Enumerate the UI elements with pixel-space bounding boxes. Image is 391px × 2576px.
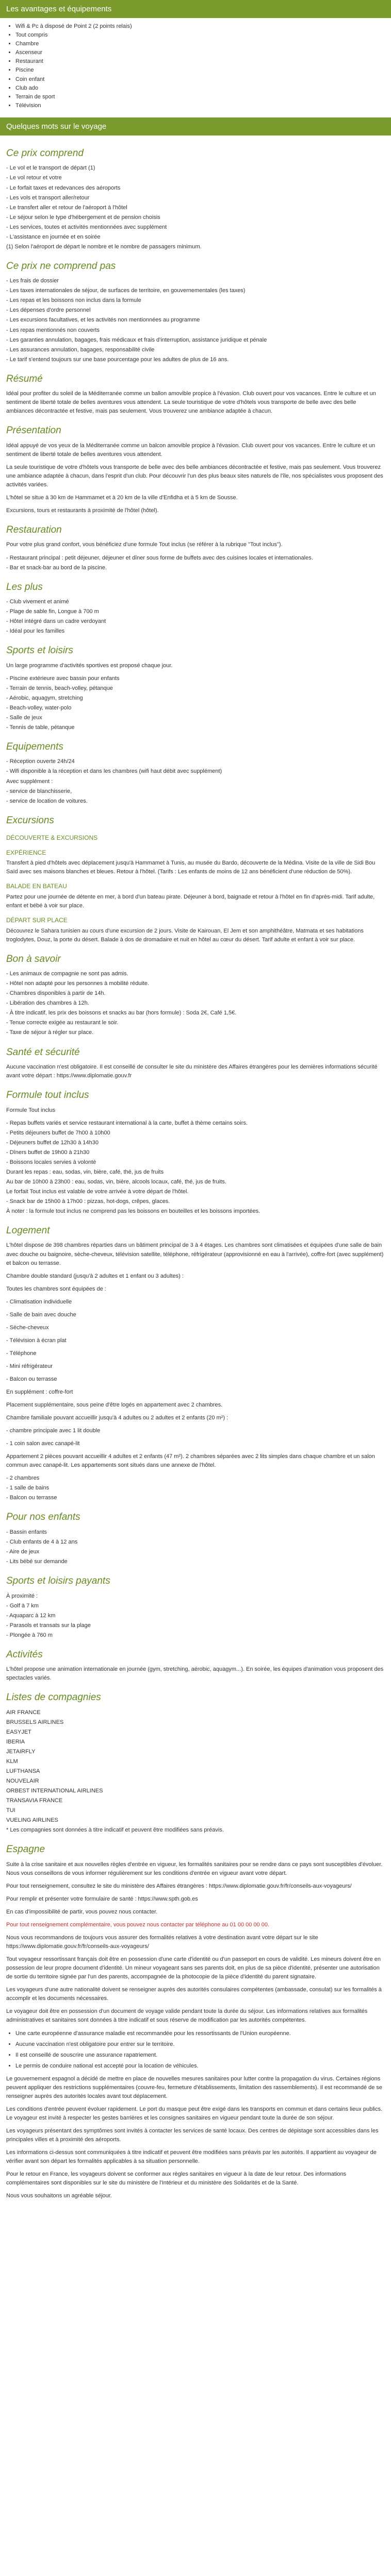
health-title: Santé et sécurité <box>6 1046 80 1058</box>
spain-bullets <box>6 2029 385 2071</box>
good-to-know-line: - Taxe de séjour à régler sur place. <box>6 1029 94 1036</box>
highlights-line: - Plage de sable fin, Longue à 700 m <box>6 608 99 615</box>
restaurant-line: - Restaurant principal : petit déjeuner, déjeuner et dîner sous forme de buffets avec des cuisines locales et internationales. <box>6 554 313 561</box>
accommodation-paragraph: - Sèche-cheveux <box>6 1324 49 1331</box>
airlines-title: Listes de compagnies <box>6 1692 101 1703</box>
sports-title: Sports et loisirs <box>6 645 73 656</box>
price-includes-line: - Le forfait taxes et redevances des aéroports <box>6 184 121 191</box>
apartment-line: - Balcon ou terrasse <box>6 1495 57 1501</box>
price-excludes-line: - Les repas mentionnés non couverts <box>6 327 100 333</box>
apartment-line: - 1 salle de bains <box>6 1485 50 1492</box>
excursions-subtitle: DÉCOUVERTE & EXCURSIONS <box>6 834 98 842</box>
spain-paragraph: Pour tout renseignement, consultez le site du ministère des Affaires étrangères : https://www.diplomatie.gouv.fr/fr/conseils-aux-voyageurs/ <box>6 1883 352 1889</box>
activities-text: L'hôtel propose une animation internationale en journée (gym, stretching, aérobic, aquagym...). En soirée, les équipes d'animation vous proposent des spectacles variés. <box>6 1666 384 1682</box>
excursion-name: EXPÉRIENCE <box>6 849 46 856</box>
accommodation-paragraph: En supplément : coffre-fort <box>6 1389 73 1396</box>
price-includes-line: - Les vols et transport aller/retour <box>6 194 90 201</box>
excursion-name: BALADE EN BATEAU <box>6 883 67 890</box>
amenity-item: • Restaurant <box>15 57 385 66</box>
paid-sports-line: - Plongée à 760 m <box>6 1632 53 1638</box>
accommodation-paragraph: Placement supplémentaire, sous peine d'être logés en appartement avec 2 chambres. <box>6 1402 223 1409</box>
accommodation-paragraph: - Mini réfrigérateur <box>6 1363 53 1369</box>
highlights-line: - Idéal pour les familles <box>6 628 65 635</box>
presentation-paragraph: Idéal appuyé de vos yeux de la Méditerranée comme un balcon amovible propice à l'évasion. Club ouvert pour vos vacances. Entre le culture et un sentiment de liberté totale de belles aventures vous attendent. <box>6 442 376 457</box>
all-inclusive-list <box>6 1119 385 1216</box>
accommodation-paragraph: - chambre principale avec 1 lit double <box>6 1428 101 1434</box>
spain-paragraph: Pour le retour en France, les voyageurs doivent se conformer aux règles sanitaires en vigueur à la date de leur retour. Des informations complémentaires sont disponibles sur le site du ministère de l'Intérieur et du ministère des Solidarités et de la Santé. <box>6 2171 347 2187</box>
presentation-paragraph: Excursions, tours et restaurants à proximité de l'hôtel (hôtel). <box>6 507 159 514</box>
accommodation-title: Logement <box>6 1225 50 1236</box>
price-includes-title: Ce prix comprend <box>6 147 84 159</box>
amenity-item: • Chambre <box>15 40 385 48</box>
amenity-item: • Télévision <box>15 101 385 110</box>
price-includes-line: (1) Selon l'aéroport de départ le nombre et le nombre de passagers minimum. <box>6 243 202 250</box>
good-to-know-line: - Hôtel non adapté pour les personnes à mobilité réduite. <box>6 980 150 987</box>
airline-line: LUFTHANSA <box>6 1768 40 1775</box>
amenities-list <box>6 22 385 110</box>
price-excludes-line: - Les repas et les boissons non inclus dans la formule <box>6 297 141 304</box>
presentation-paragraph: La seule touristique de votre d'hôtels vous transporte de belle avec des belle ambiances décontractée et festive, mais pas seulement. Vous trouverez une ambiance adaptée à chacun, dans l'esprit d'un club. Pour découvrir l'un des plus beaux sites naturels de l'île, nos spécialistes vous proposent des activités variées. <box>6 464 383 488</box>
equipment-line: - Wifi disponible à la réception et dans les chambres (wifi haut débit avec supplément) <box>6 768 222 775</box>
paid-sports-line: - Golf à 7 km <box>6 1602 39 1609</box>
price-excludes-line: - Les assurances annulation, bagages, responsabilité civile <box>6 346 155 353</box>
airline-line: VUELING AIRLINES <box>6 1817 58 1824</box>
all-inclusive-line: Durant les repas : eau, sodas, vin, bière, café, thé, jus de fruits <box>6 1168 164 1175</box>
amenities-box <box>0 18 391 117</box>
kids-line: - Lits bébé sur demande <box>6 1558 68 1565</box>
amenity-item: • Club ado <box>15 84 385 93</box>
airline-line: TRANSAVIA FRANCE <box>6 1798 63 1804</box>
airline-line: * Les compagnies sont données à titre indicatif et peuvent être modifiées sans préavis. <box>6 1827 224 1834</box>
sports-line: - Piscine extérieure avec bassin pour enfants <box>6 675 120 682</box>
good-to-know-title: Bon à savoir <box>6 953 61 964</box>
accommodation-paragraph: L'hôtel dispose de 398 chambres réparties dans un bâtiment principal de 3 à 4 étages. Les chambres sont climatisées et équipées d'une salle de bain avec douche ou baignoire, sèche-cheveux, télévision satellite, téléphone, réfrigérateur (approvisionné en eau à l'arrivée), coffre-fort (avec supplément) et balcon ou terrasse. <box>6 1242 384 1266</box>
equipment-line: - service de blanchisserie, <box>6 788 72 794</box>
restaurant-list <box>6 554 385 572</box>
highlights-title: Les plus <box>6 581 43 592</box>
all-inclusive-line: Le forfait Tout inclus est valable de votre arrivée à votre départ de l'hôtel. <box>6 1188 189 1195</box>
trip-info-content <box>0 135 391 2208</box>
apartment-list <box>6 1474 385 1502</box>
accommodation-paragraph: - Télévision à écran plat <box>6 1337 67 1344</box>
spain-paragraph: Le gouvernement espagnol a décidé de mettre en place de nouvelles mesures sanitaires pour lutter contre la propagation du virus. Certaines régions peuvent appliquer des restrictions supplémentaires (couvre-feu, fermeture d'établissements, limitation des rassemblements). Il est recommandé de se renseigner auprès des autorités locales avant tout déplacement. <box>6 2075 383 2099</box>
airline-line: AIR FRANCE <box>6 1709 41 1716</box>
airline-line: TUI <box>6 1807 15 1814</box>
accommodation-paragraph: - 1 coin salon avec canapé-lit <box>6 1440 80 1447</box>
accommodation-paragraph: Chambre double standard (jusqu'à 2 adultes et 1 enfant ou 3 adultes) : <box>6 1273 184 1279</box>
price-includes-line: - Le séjour selon le type d'hébergement et de pension choisis <box>6 214 160 221</box>
highlights-line: - Hôtel intégré dans un cadre verdoyant <box>6 618 106 625</box>
airline-list <box>6 1708 385 1835</box>
spain-bullet: • Il est conseillé de souscrire une assurance rapatriement. <box>15 2051 385 2060</box>
kids-line: - Aire de jeux <box>6 1549 40 1555</box>
spain-bullet: • Aucune vaccination n'est obligatoire pour entrer sur le territoire. <box>15 2040 385 2049</box>
amenity-item: • Ascenseur <box>15 48 385 57</box>
sports-intro: Un large programme d'activités sportives est proposé chaque jour. <box>6 662 173 669</box>
airline-line: NOUVELAIR <box>6 1778 39 1785</box>
amenities-banner: Les avantages et équipements <box>0 0 391 18</box>
spain-paragraph: Les conditions d'entrée peuvent évoluer rapidement. Le port du masque peut être exigé dans les transports en commun et dans certains lieux publics. Le voyageur est invité à respecter les gestes barrières et les consignes sanitaires en vigueur pendant toute la durée de son séjour. <box>6 2106 383 2121</box>
paid-sports-line: - Aquaparc à 12 km <box>6 1612 56 1619</box>
good-to-know-list <box>6 970 385 1037</box>
all-inclusive-line: - Déjeuners buffet de 12h30 à 14h30 <box>6 1139 99 1146</box>
spain-paragraph: Nous vous recommandons de toujours vous assurer des formalités relatives à votre destination avant votre départ sur le site https://www.diplomatie.gouv.fr/fr/conseils-aux-voyageurs/ <box>6 1935 318 1950</box>
spain-bullet: • Le permis de conduire national est accepté pour la location de véhicules. <box>15 2062 385 2071</box>
price-excludes-title: Ce prix ne comprend pas <box>6 260 116 272</box>
all-inclusive-subtitle: Formule Tout inclus <box>6 1107 56 1113</box>
price-includes-line: - L'assistance en journée et en soirée <box>6 233 101 240</box>
apartment-text: Appartement 2 pièces pouvant accueillir 4 adultes et 2 enfants (47 m²). 2 chambres séparées avec 2 lits simples dans chaque chambre et un salon commun avec canapé-lit. Les appartements sont situés dans une annexe de l'hôtel. <box>6 1453 375 1469</box>
equipment-list <box>6 757 385 805</box>
accommodation-paragraph: - Téléphone <box>6 1350 37 1357</box>
price-includes-line: - Les services, toutes et activités mentionnées avec supplément <box>6 224 167 230</box>
health-text: Aucune vaccination n'est obligatoire. Il est conseillé de consulter le site du ministère des Affaires étrangères pour les dernières informations sécurité avant votre départ : https://www.diplomatie.gouv.fr <box>6 1063 378 1079</box>
sports-line: - Tennis de table, pétanque <box>6 724 75 731</box>
accommodation-paragraph: - Climatisation individuelle <box>6 1298 72 1305</box>
all-inclusive-line: - Repas buffets variés et service restaurant international à la carte, buffet à thème certains soirs. <box>6 1120 248 1126</box>
all-inclusive-line: - Dîners buffet de 19h00 à 21h30 <box>6 1149 90 1156</box>
trip-info-banner: Quelques mots sur le voyage <box>0 117 391 135</box>
price-excludes-list <box>6 277 385 364</box>
presentation-paragraph: L'hôtel se situe à 30 km de Hammamet et à 20 km de la ville d'Enfidha et à 5 km de Sousse. <box>6 494 238 501</box>
spain-paragraph: Pour remplir et présenter votre formulaire de santé : https://www.spth.gob.es <box>6 1895 198 1902</box>
presentation-title: Présentation <box>6 425 61 436</box>
highlights-line: - Club vivement et animé <box>6 599 69 605</box>
good-to-know-line: - Les animaux de compagnie ne sont pas admis. <box>6 971 128 977</box>
highlights-list <box>6 598 385 636</box>
good-to-know-line: - Chambres disponibles à partir de 14h. <box>6 990 106 997</box>
paid-sports-list <box>6 1592 385 1640</box>
sports-line: - Salle de jeux <box>6 714 42 721</box>
price-includes-line: - Le vol et le transport de départ (1) <box>6 165 95 172</box>
equipment-line: - service de location de voitures. <box>6 798 88 804</box>
all-inclusive-line: Au bar de 10h00 à 23h00 : eau, sodas, vin, bière, alcools locaux, café, thé, jus de fruits. <box>6 1178 226 1185</box>
price-excludes-line: - Le tarif s'entend toujours sur une base pourcentage pour les adultes de plus de 16 ans. <box>6 356 229 363</box>
restaurant-line: - Bar et snack-bar au bord de la piscine. <box>6 564 107 571</box>
amenity-item: • Coin enfant <box>15 75 385 84</box>
price-excludes-line: - Les taxes internationales de séjour, de surfaces de territoire, en gouvernementales (les taxes) <box>6 287 246 294</box>
spain-paragraph: Les voyageurs présentant des symptômes sont invités à contacter les services de santé locaux. Des centres de dépistage sont accessibles dans les principales villes et à proximité des aéroports. <box>6 2127 379 2143</box>
airline-line: BRUSSELS AIRLINES <box>6 1719 64 1725</box>
all-inclusive-line: - Petits déjeuners buffet de 7h00 à 10h00 <box>6 1129 110 1136</box>
accommodation-paragraph: Toutes les chambres sont équipées de : <box>6 1285 106 1292</box>
amenity-item: • Piscine <box>15 66 385 75</box>
all-inclusive-line: - Snack bar de 15h00 à 17h00 : pizzas, hot-dogs, crêpes, glaces. <box>6 1198 170 1205</box>
good-to-know-line: - À titre indicatif, les prix des boissons et snacks au bar (hors formule) : Soda 2€, Café 1,5€. <box>6 1010 237 1016</box>
sports-line: - Aérobic, aquagym, stretching <box>6 694 83 701</box>
price-excludes-line: - Les garanties annulation, bagages, frais médicaux et frais d'interruption, assistance juridique et pénale <box>6 336 267 343</box>
price-excludes-line: - Les dépenses d'ordre personnel <box>6 307 91 314</box>
equipment-line: Avec supplément : <box>6 778 53 785</box>
price-includes-line: - Le vol retour et votre <box>6 175 62 181</box>
equipment-line: - Réception ouverte 24h/24 <box>6 758 75 765</box>
amenity-item: • Tout compris <box>15 31 385 40</box>
sports-line: - Beach-volley, water-polo <box>6 704 72 711</box>
all-inclusive-line: - Boissons locales servies à volonté <box>6 1159 96 1165</box>
price-includes-line: - Le transfert aller et retour de l'aéroport à l'hôtel <box>6 204 127 211</box>
spain-warning: Pour tout renseignement complémentaire, vous pouvez nous contacter par téléphone au 01 00 00 00 00. <box>6 1922 270 1928</box>
kids-line: - Club enfants de 4 à 12 ans <box>6 1538 78 1545</box>
summary-title: Résumé <box>6 373 43 384</box>
spain-paragraph: Nous vous souhaitons un agréable séjour. <box>6 2193 112 2199</box>
restaurant-intro: Pour votre plus grand confort, vous bénéficiez d'une formule Tout inclus (se référer à la rubrique "Tout inclus"). <box>6 541 283 548</box>
restaurant-title: Restauration <box>6 524 62 536</box>
price-includes-list <box>6 164 385 251</box>
spain-paragraph: Suite à la crise sanitaire et aux nouvelles règles d'entrée en vigueur, les formalités sanitaires pour se rendre dans ce pays sont susceptibles d'évoluer. Nous vous conseillons de vous informer régulièrement sur les conditions d'entrée en vigueur avant votre départ. <box>6 1861 383 1876</box>
good-to-know-line: - Tenue correcte exigée au restaurant le soir. <box>6 1020 119 1026</box>
kids-line: - Bassin enfants <box>6 1529 47 1535</box>
excursion-description: Découvrez le Sahara tunisien au cours d'une excursion de 2 jours. Visite de Kairouan, El Jem et son amphithéâtre, Matmata et ses habitations troglodytes, Douz, la porte du désert. Balade à dos de dromadaire et nuit en hôtel au cœur du désert. Tarif adulte et enfant à voir sur place. <box>6 927 364 943</box>
accommodation-paragraph: Chambre familiale pouvant accueillir jusqu'à 4 adultes ou 2 adultes et 2 enfants (20 m²) : <box>6 1415 229 1421</box>
sports-list <box>6 674 385 732</box>
price-excludes-line: - Les frais de dossier <box>6 278 59 284</box>
paid-sports-line: - Parasols et transats sur la plage <box>6 1622 91 1629</box>
all-inclusive-title: Formule tout inclus <box>6 1090 89 1101</box>
airline-line: EASYJET <box>6 1728 31 1735</box>
kids-title: Pour nos enfants <box>6 1512 80 1523</box>
kids-list <box>6 1528 385 1566</box>
summary-text: Idéal pour profiter du soleil de la Méditerranée comme un ballon amovible propice à l'évasion. Club ouvert pour vos vacances. Entre le culture et un sentiment de liberté totale de belles aventures vous attendent. La seule touristique de votre d'hôtels vous transporte de belle avec des belle ambiances décontractée et festive, mais pas seulement. Vous trouverez une ambiance adaptée à chacun. <box>6 391 376 415</box>
sports-line: - Terrain de tennis, beach-volley, pétanque <box>6 685 113 691</box>
airline-line: ORBEST INTERNATIONAL AIRLINES <box>6 1788 103 1794</box>
amenity-item: • Wifi & Pc à disposé de Point 2 (2 points relais) <box>15 22 385 31</box>
spain-paragraph: En cas d'impossibilité de partir, vous pouvez nous contacter. <box>6 1908 158 1915</box>
spain-paragraph: Tout voyageur ressortissant français doit être en possession d'une carte d'identité ou d'un passeport en cours de validité. Les mineurs doivent être en possession de leur propre document d'identité. Un mineur voyageant sans ses parents doit, en plus de sa pièce d'identité, présenter une autorisation de sortie du territoire signée par l'un des parents, accompagnée de la photocopie de la pièce d'identité du parent signataire. <box>6 1956 381 1980</box>
spain-paragraph: Les informations ci-dessus sont communiquées à titre indicatif et peuvent être modifiées sans préavis par les autorités. Il appartient au voyageur de vérifier avant son départ les formalités applicables à sa situation personnelle. <box>6 2149 377 2165</box>
good-to-know-line: - Libération des chambres à 12h. <box>6 1000 89 1007</box>
paid-sports-line: À proximité : <box>6 1592 38 1599</box>
excursions-title: Excursions <box>6 815 54 826</box>
all-inclusive-line: À noter : la formule tout inclus ne comprend pas les boissons en bouteilles et les boissons importées. <box>6 1208 260 1214</box>
activities-title: Activités <box>6 1649 43 1660</box>
accommodation-paragraph: - Balcon ou terrasse <box>6 1376 57 1382</box>
spain-paragraph: Le voyageur doit être en possession d'un document de voyage valide pendant toute la durée du séjour. Les informations relatives aux formalités administratives et sanitaires sont données à titre indicatif et sous réserve de modification par les autorités compétentes. <box>6 2008 368 2024</box>
accommodation-paragraph: - Salle de bain avec douche <box>6 1311 76 1318</box>
excursion-name: DÉPART SUR PLACE <box>6 917 68 924</box>
excursion-description: Transfert à pied d'hôtels avec déplacement jusqu'à Hammamet à Tunis, au musée du Bardo, découverte de la Médina. Visite de la ville de Sidi Bou Saïd avec ses maisons blanches et bleues. Retour à l'hôtel. (Tarifs : Les enfants de moins de 12 ans bénéficient d'une réduction de 50%). <box>6 860 376 875</box>
excursion-description: Partez pour une journée de détente en mer, à bord d'un bateau pirate. Déjeuner à bord, baignade et retour à l'hôtel en fin d'après-midi. Tarif adulte, enfant et bébé à voir sur place. <box>6 893 375 909</box>
apartment-line: - 2 chambres <box>6 1475 40 1482</box>
airline-line: IBERIA <box>6 1738 25 1745</box>
airline-line: KLM <box>6 1758 18 1765</box>
spain-bullet: • Une carte européenne d'assurance maladie est recommandée pour les ressortissants de l'Union européenne. <box>15 2029 385 2038</box>
spain-title: Espagne <box>6 1844 45 1855</box>
equipment-title: Equipements <box>6 741 63 752</box>
spain-paragraph: Les voyageurs d'une autre nationalité doivent se renseigner auprès des autorités consulaires compétentes (ambassade, consulat) sur les formalités à accomplir et les documents nécessaires. <box>6 1987 382 2002</box>
price-excludes-line: - Les excursions facultatives, et les activités non mentionnées au programme <box>6 317 200 324</box>
amenity-item: • Terrain de sport <box>15 93 385 101</box>
airline-line: JETAIRFLY <box>6 1748 36 1755</box>
paid-sports-title: Sports et loisirs payants <box>6 1575 110 1587</box>
